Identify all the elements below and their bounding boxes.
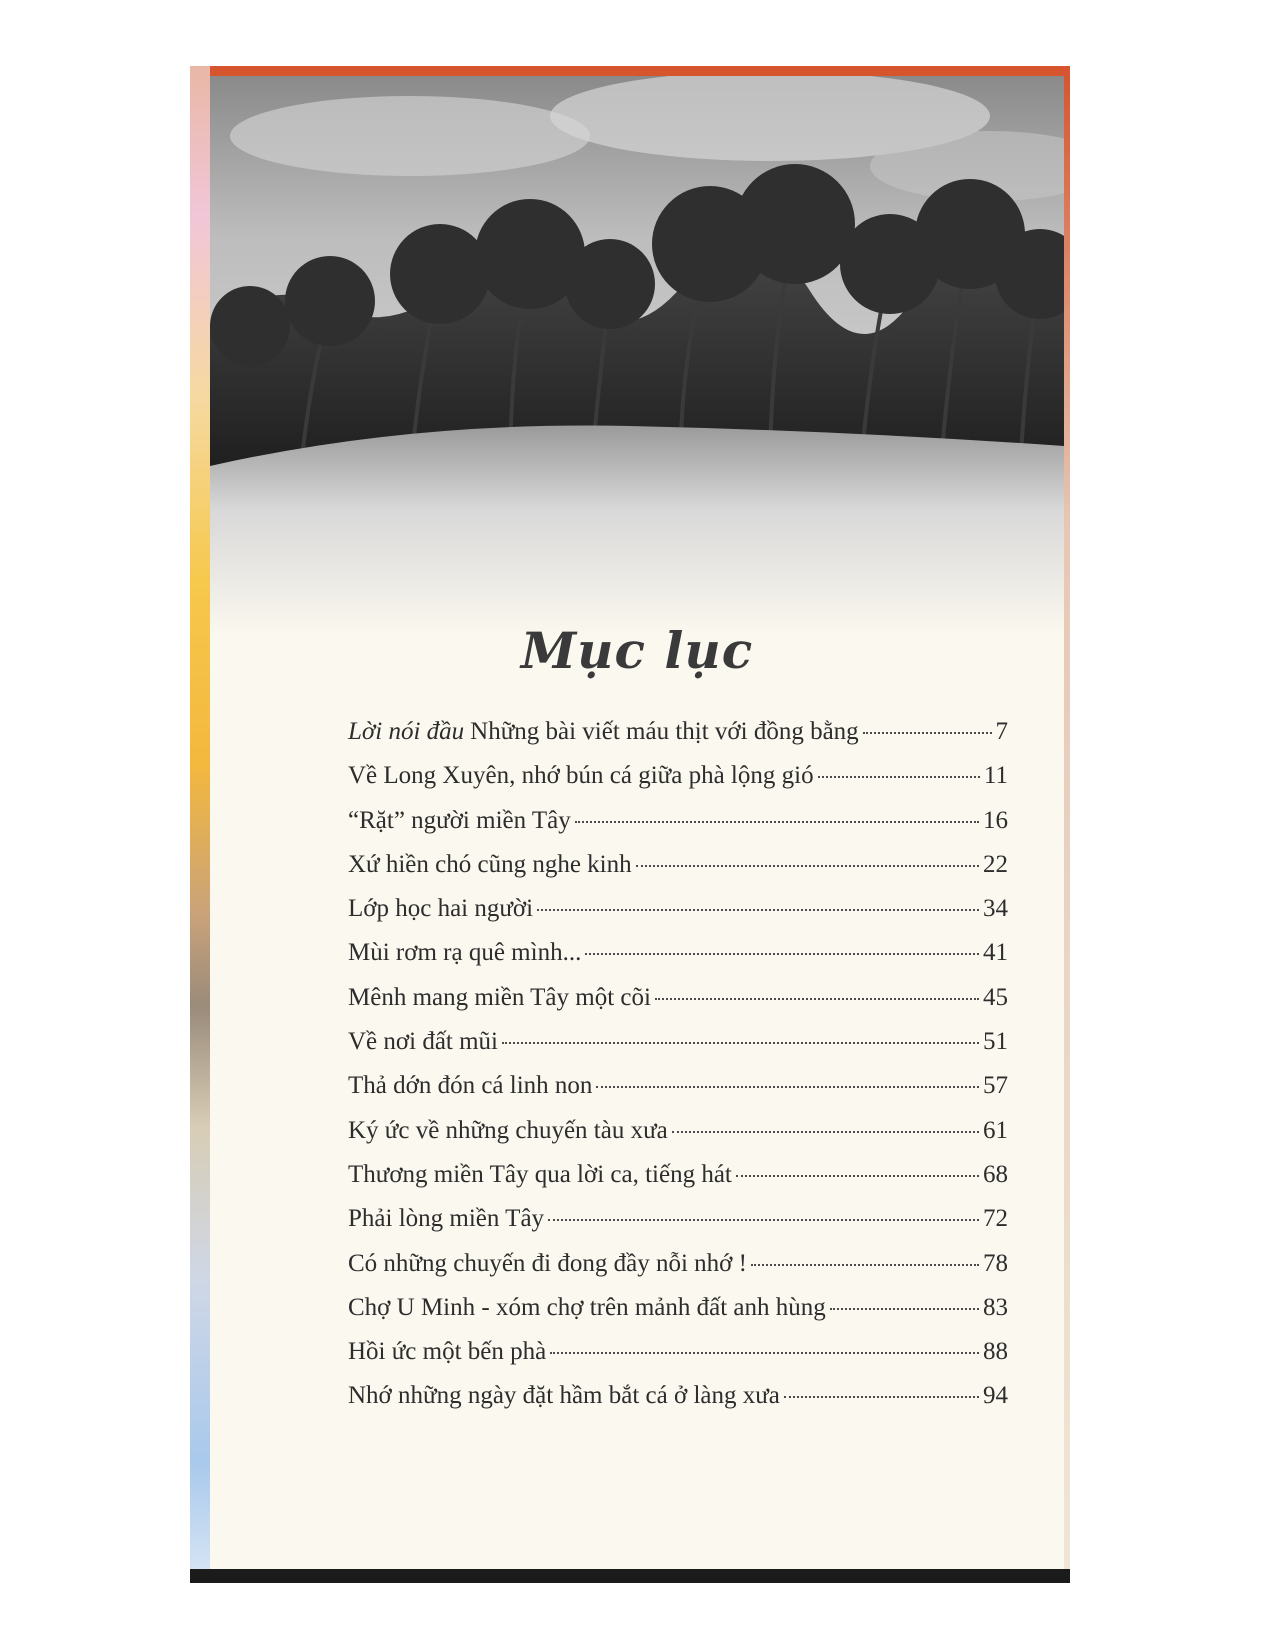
toc-entry-label: Về Long Xuyên, nhớ bún cá giữa phà lộng gió bbox=[348, 762, 814, 790]
toc-dot-leader bbox=[575, 821, 979, 823]
cover-bottom-edge bbox=[190, 1569, 1070, 1583]
toc-dot-leader bbox=[548, 1219, 979, 1221]
toc-entry-title bbox=[348, 1205, 544, 1233]
toc-page-number: 88 bbox=[983, 1338, 1008, 1366]
toc-entry-label: Về nơi đất mũi bbox=[348, 1028, 498, 1056]
toc-page-number: 51 bbox=[983, 1028, 1008, 1056]
toc-page-number: 22 bbox=[983, 850, 1008, 878]
toc-entry-title bbox=[348, 984, 651, 1012]
toc-entry-title bbox=[348, 1294, 826, 1322]
toc-entry-label: “Rặt” người miền Tây bbox=[348, 806, 571, 834]
toc-page-number: 72 bbox=[983, 1205, 1008, 1233]
toc-entry bbox=[348, 1028, 1008, 1072]
toc-dot-leader bbox=[830, 1308, 979, 1310]
toc-page-number: 57 bbox=[983, 1072, 1008, 1100]
toc-entry bbox=[348, 1250, 1008, 1294]
toc-page-number: 83 bbox=[983, 1293, 1008, 1321]
toc-entry bbox=[348, 939, 1008, 983]
toc-entry bbox=[348, 984, 1008, 1028]
toc-entry bbox=[348, 851, 1008, 895]
toc-entry-label: Thả dớn đón cá linh non bbox=[348, 1072, 593, 1100]
toc-entry-label: Mênh mang miền Tây một cõi bbox=[348, 983, 651, 1011]
toc-dot-leader bbox=[585, 953, 979, 955]
toc-entry-title bbox=[348, 1072, 592, 1100]
cover-spine-edge bbox=[190, 66, 210, 1583]
toc-entry-prefix: Lời nói đầu bbox=[348, 718, 465, 745]
toc-entry bbox=[348, 895, 1008, 939]
toc-page-number: 61 bbox=[983, 1116, 1008, 1144]
toc-entry bbox=[348, 1294, 1008, 1338]
page-title: Mục lục bbox=[520, 621, 754, 680]
toc-entry-title bbox=[348, 807, 571, 835]
toc-entry-label: Có những chuyến đi đong đầy nỗi nhớ ! bbox=[348, 1249, 747, 1277]
toc-dot-leader bbox=[636, 865, 979, 867]
toc-entry-label: Nhớ những ngày đặt hầm bắt cá ở làng xưa bbox=[348, 1382, 780, 1410]
toc-dot-leader bbox=[655, 998, 979, 1000]
toc-dot-leader bbox=[537, 909, 979, 911]
toc-entry-title bbox=[348, 1161, 732, 1189]
toc-entry-title bbox=[348, 1117, 668, 1145]
toc-dot-leader bbox=[784, 1396, 979, 1398]
toc-entry bbox=[348, 1161, 1008, 1205]
cover-top-edge bbox=[190, 66, 1070, 76]
toc-entry bbox=[348, 1382, 1008, 1426]
toc-entry-label: Phải lòng miền Tây bbox=[348, 1205, 545, 1233]
toc-entry-title bbox=[348, 895, 533, 923]
toc-dot-leader bbox=[550, 1352, 979, 1354]
cover-right-edge bbox=[1064, 66, 1070, 1583]
toc-page-number: 34 bbox=[983, 895, 1008, 923]
palm-field-photo bbox=[210, 76, 1064, 636]
toc-entry-title bbox=[348, 1382, 780, 1410]
toc-entry-title bbox=[348, 939, 581, 967]
toc-entry bbox=[348, 1072, 1008, 1116]
toc-entry-label: Xứ hiền chó cũng nghe kinh bbox=[348, 850, 632, 878]
toc-entry bbox=[348, 1338, 1008, 1382]
toc-entry bbox=[348, 1205, 1008, 1249]
toc-dot-leader bbox=[502, 1042, 979, 1044]
toc-page-number: 41 bbox=[983, 939, 1008, 967]
table-of-contents bbox=[348, 718, 1008, 1427]
toc-entry-title bbox=[348, 762, 814, 790]
toc-page-number: 16 bbox=[983, 806, 1008, 834]
toc-entry-label: Hồi ức một bến phà bbox=[348, 1338, 547, 1366]
toc-entry-title bbox=[348, 1338, 546, 1366]
toc-entry-label: Thương miền Tây qua lời ca, tiếng hát bbox=[348, 1160, 732, 1188]
toc-entry-label: Ký ức về những chuyến tàu xưa bbox=[348, 1116, 668, 1144]
toc-entry-title bbox=[348, 851, 632, 879]
toc-entry-title bbox=[348, 718, 859, 746]
toc-entry bbox=[348, 718, 1008, 762]
toc-page-number: 45 bbox=[983, 983, 1008, 1011]
toc-page-number: 94 bbox=[983, 1382, 1008, 1410]
toc-dot-leader bbox=[863, 732, 992, 734]
toc-dot-leader bbox=[751, 1264, 979, 1266]
toc-dot-leader bbox=[672, 1131, 979, 1133]
toc-page-number: 68 bbox=[983, 1160, 1008, 1188]
toc-entry-label: Chợ U Minh - xóm chợ trên mảnh đất anh hùng bbox=[348, 1293, 826, 1321]
toc-dot-leader bbox=[736, 1175, 979, 1177]
toc-entry-title bbox=[348, 1250, 747, 1278]
toc-entry-label: Mùi rơm rạ quê mình... bbox=[348, 939, 582, 967]
toc-entry bbox=[348, 1117, 1008, 1161]
toc-dot-leader bbox=[596, 1086, 979, 1088]
toc-entry-label: Những bài viết máu thịt với đồng bằng bbox=[470, 718, 859, 745]
toc-entry bbox=[348, 807, 1008, 851]
toc-entry-label: Lớp học hai người bbox=[348, 895, 534, 923]
toc-entry bbox=[348, 762, 1008, 806]
toc-page-number: 78 bbox=[983, 1249, 1008, 1277]
toc-page-number: 11 bbox=[983, 762, 1008, 790]
toc-dot-leader bbox=[818, 776, 980, 778]
toc-entry-title bbox=[348, 1028, 498, 1056]
toc-page-number: 7 bbox=[995, 718, 1008, 745]
